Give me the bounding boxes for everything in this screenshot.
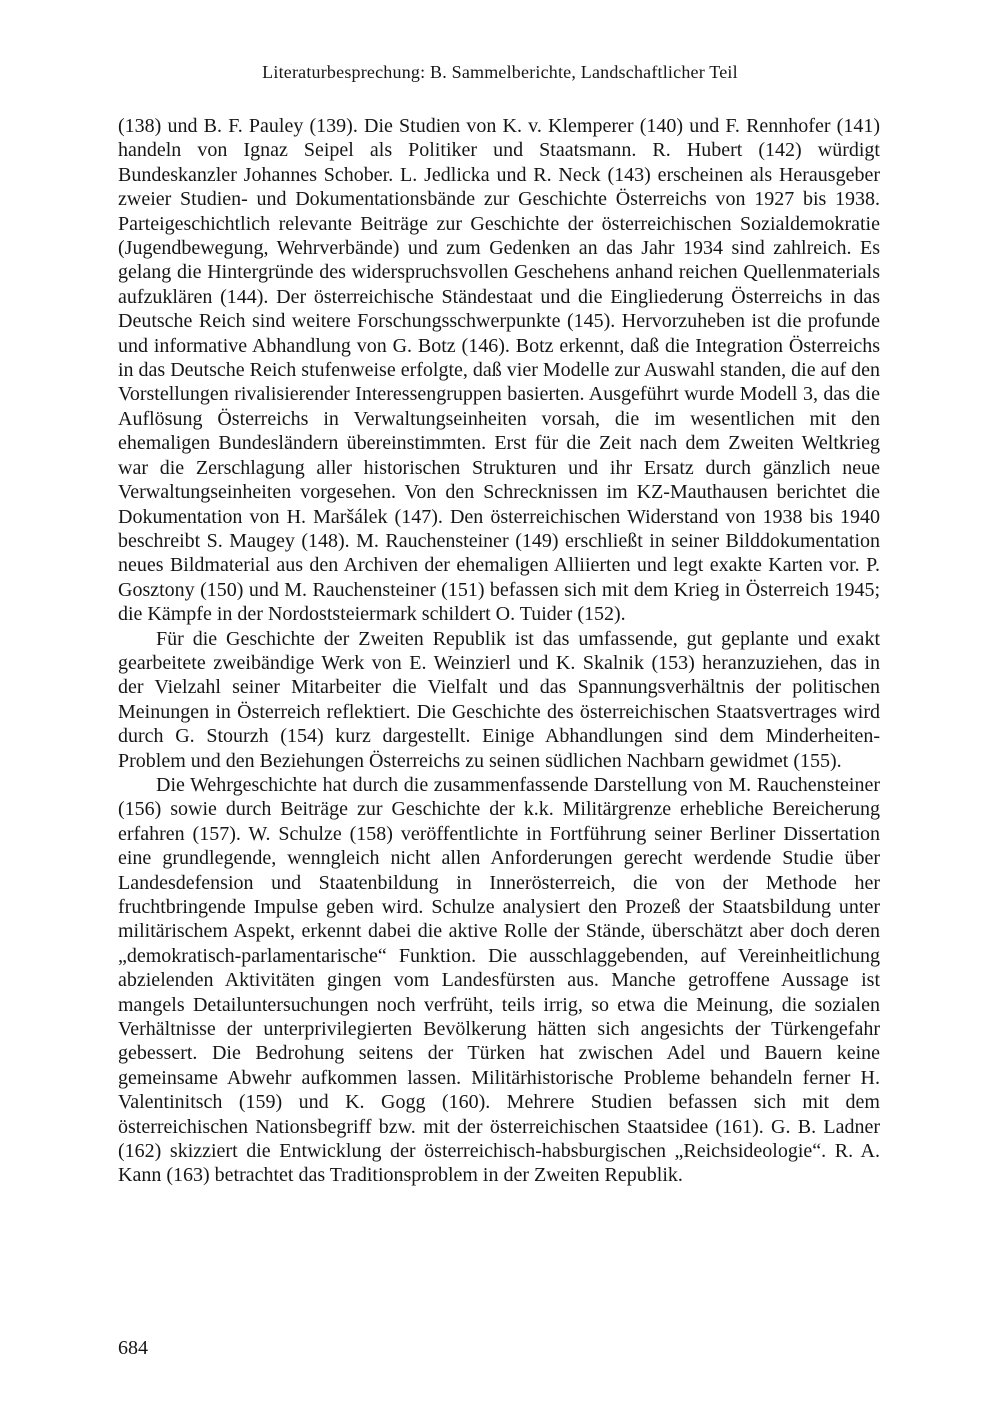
running-head: Literaturbesprechung: B. Sammelberichte, Landschaftlicher Teil <box>262 62 738 82</box>
page-number: 684 <box>118 1337 148 1359</box>
paragraph-2: Für die Geschichte der Zweiten Republik ist das umfassende, gut geplante und exakt gearbeitete zweibändige Werk von E. Weinzierl und K. Skalnik (153) heranzuziehen, das in der Vielzahl seiner Mitarbeiter die Vielfalt und das Spannungsverhältnis der politischen Meinungen in Österreich reflektiert. Die Geschichte des österreichischen Staatsvertrages wird durch G. Stourzh (154) kurz dargestellt. Einige Abhandlungen sind dem Minderheiten-Problem und den Beziehungen Österreichs zu seinen südlichen Nachbarn gewidmet (155). <box>118 627 880 772</box>
paragraph-3: Die Wehrgeschichte hat durch die zusammenfassende Darstellung von M. Rauchensteiner (156) sowie durch Beiträge zur Geschichte der k.k. Militärgrenze erhebliche Bereicherung erfahren (157). W. Schulze (158) veröffentlichte in Fortführung seiner Berliner Dissertation eine grundlegende, wenngleich nicht allen Anforderungen gerecht werdende Studie über Landesdefension und Staatenbildung in Innerösterreich, die von der Methode her fruchtbringende Impulse geben wird. Schulze analysiert den Prozeß der Staatsbildung unter militärischem Aspekt, erkennt dabei die aktive Rolle der Stände, überschätzt aber doch deren „demokratisch-parlamentarische“ Funktion. Die ausschlaggebenden, auf Vereinheitlichung abzielenden Aktivitäten gingen vom Landesfürsten aus. Manche getroffene Aussage ist mangels Detailuntersuchungen noch verfrüht, teils irrig, so etwa die Meinung, die sozialen Verhältnisse der unterprivilegierten Bevölkerung hätten sich angesichts der Türkengefahr gebessert. Die Bedrohung seitens der Türken hat zwischen Adel und Bauern keine gemeinsame Abwehr aufkommen lassen. Militärhistorische Probleme behandeln ferner H. Valentinitsch (159) und K. Gogg (160). Mehrere Studien befassen sich mit dem österreichischen Nationsbegriff bzw. mit der österreichischen Staatsidee (161). G. B. Ladner (162) skizziert die Entwicklung der österreichisch-habsburgischen „Reichsideologie“. R. A. Kann (163) betrachtet das Traditionsproblem in der Zweiten Republik. <box>118 773 880 1187</box>
body-text <box>118 114 880 1188</box>
paragraph-1: (138) und B. F. Pauley (139). Die Studien von K. v. Klemperer (140) und F. Rennhofer (141) handeln von Ignaz Seipel als Politiker und Staatsmann. R. Hubert (142) würdigt Bundeskanzler Johannes Schober. L. Jedlicka und R. Neck (143) erscheinen als Herausgeber zweier Studien- und Dokumentationsbände zur Geschichte Österreichs von 1927 bis 1938. Parteigeschichtlich relevante Beiträge zur Geschichte der österreichischen Sozialdemokratie (Jugendbewegung, Wehrverbände) und zum Gedenken an das Jahr 1934 sind zahlreich. Es gelang die Hintergründe des widerspruchsvollen Geschehens anhand reichen Quellenmaterials aufzuklären (144). Der österreichische Ständestaat und die Eingliederung Österreichs in das Deutsche Reich sind weitere Forschungsschwerpunkte (145). Hervorzuheben ist die profunde und informative Abhandlung von G. Botz (146). Botz erkennt, daß die Integration Österreichs in das Deutsche Reich stufenweise erfolgte, daß vier Modelle zur Auswahl standen, die auf den Vorstellungen rivalisierender Interessengruppen basierten. Ausgeführt wurde Modell 3, das die Auflösung Österreichs in Verwaltungseinheiten vorsah, die im wesentlichen mit den ehemaligen Bundesländern übereinstimmten. Erst für die Zeit nach dem Zweiten Weltkrieg war die Zerschlagung aller historischen Strukturen und ihr Ersatz durch gänzlich neue Verwaltungseinheiten vorgesehen. Von den Schrecknissen im KZ-Mauthausen berichtet die Dokumentation von H. Maršálek (147). Den österreichischen Widerstand von 1938 bis 1940 beschreibt S. Maugey (148). M. Rauchensteiner (149) erschließt in seiner Bilddokumentation neues Bildmaterial aus den Archiven der ehemaligen Alliierten und legt exakte Karten vor. P. Gosztony (150) und M. Rauchensteiner (151) befassen sich mit dem Krieg in Österreich 1945; die Kämpfe in der Nordoststeiermark schildert O. Tuider (152). <box>118 115 880 626</box>
